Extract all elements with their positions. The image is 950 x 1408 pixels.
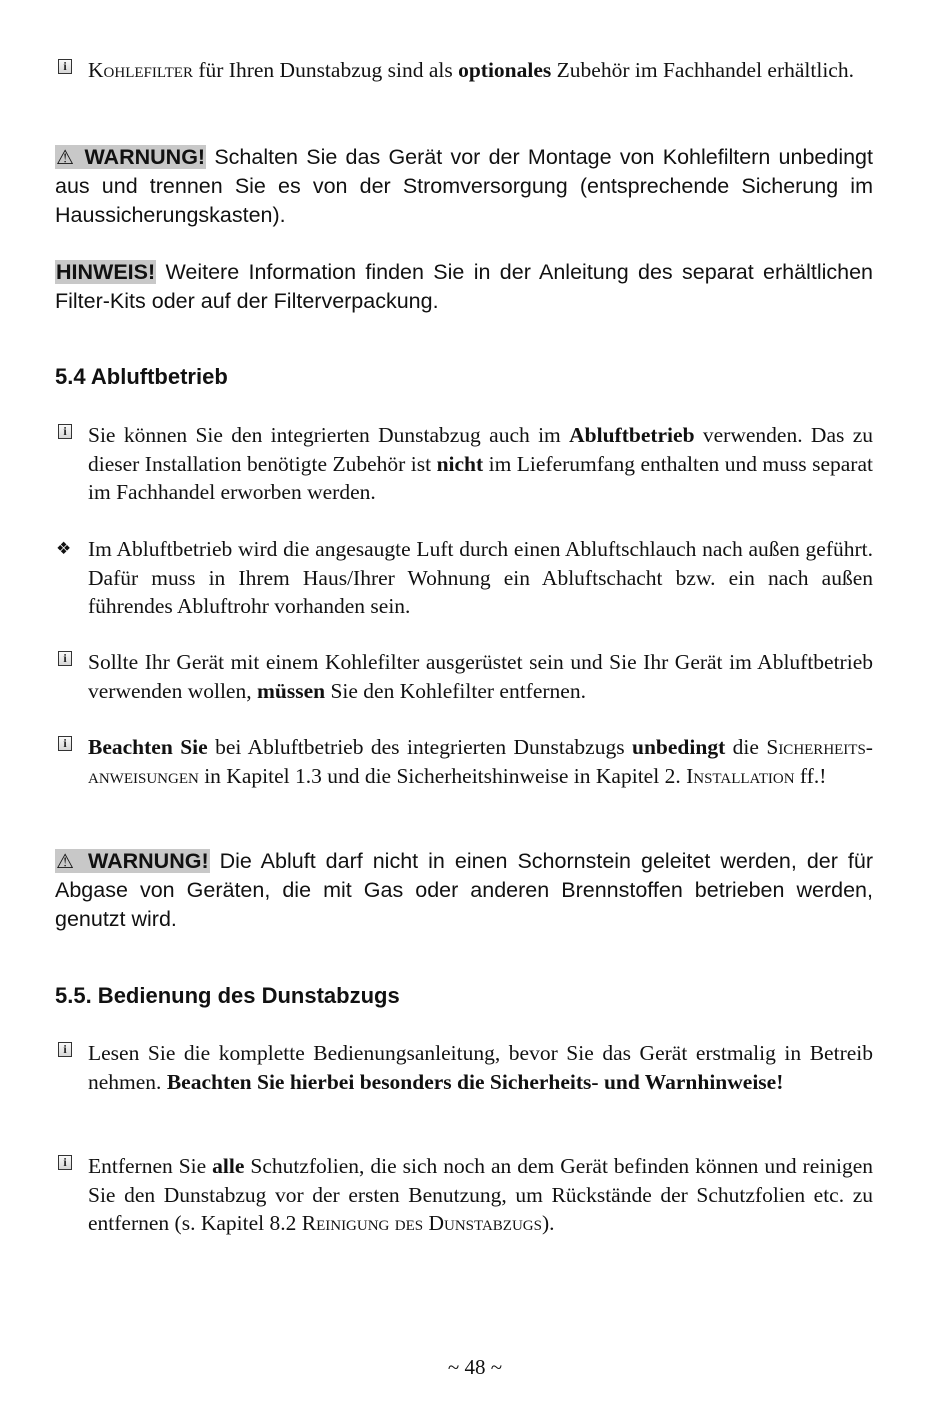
bold-term: Beachten Sie — [88, 735, 208, 759]
small-caps-term: Reinigung des Dunstabzugs — [301, 1211, 542, 1235]
text-run: Sie können Sie den integrierten Dunstabzug auch im — [88, 423, 570, 447]
text-run: im Lieferumfang enthalten und muss separat im Fachhandel erworben werden. — [88, 451, 873, 504]
warning-label — [55, 849, 210, 873]
info-paragraph-schutzfolien — [55, 1152, 873, 1238]
warning-text: Die Abluft darf nicht in einen Schornstein geleitet werden, der für Abgase von Geräten, die mit Gas oder anderen Brennstoffen betrieben werden, genutzt wird. — [55, 849, 873, 931]
warning-text: Schalten Sie das Gerät vor der Montage von Kohlefiltern unbedingt aus und trennen Sie es von der Stromversorgung (entsprechende Sicherung im Haussicherungskasten). — [55, 145, 873, 227]
info-paragraph-bedienungsanleitung — [55, 1039, 873, 1096]
bold-term: unbedingt — [632, 735, 726, 759]
info-paragraph-kohlefilter — [55, 56, 873, 85]
text-run: Lesen Sie die komplette Bedienungsanleitung, bevor Sie das Gerät erstmalig in Betreib nehmen. — [88, 1041, 873, 1094]
paragraph-text — [88, 56, 873, 85]
small-caps-term: Kohlefilter — [88, 58, 193, 82]
text-run: Entfernen Sie — [88, 1154, 213, 1178]
warning-icon: ⚠ — [56, 849, 78, 873]
warning-block-schornstein — [55, 847, 873, 934]
info-icon: i — [58, 736, 72, 751]
bold-term: nicht — [436, 451, 484, 476]
paragraph-text — [88, 733, 873, 790]
info-icon: i — [58, 424, 72, 439]
text-run: in Kapitel 1.3 und die Sicherheitshinweise in Kapitel 2. — [198, 763, 687, 788]
section-heading-abluftbetrieb: 5.4 Abluftbetrieb — [55, 364, 228, 389]
text-run: bei Abluftbetrieb des integrierten Dunstabzugs — [207, 735, 633, 759]
bold-term: müssen — [256, 678, 326, 703]
hinweis-text: Weitere Information finden Sie in der Anleitung des separat erhältlichen Filter-Kits oder auf der Filterverpackung. — [55, 260, 873, 313]
text-run: für Ihren Dunstabzug sind als — [192, 58, 459, 82]
text-run: verwenden. Das zu dieser Installation benötigte Zubehör ist — [88, 423, 874, 476]
paragraph-text — [88, 421, 873, 507]
diamond-bullet-icon: ❖ — [56, 539, 72, 559]
bold-term: Beachten Sie hierbei besonders die Sicherheits- und Warnhinweise! — [166, 1069, 784, 1094]
text-run: Schutzfolien, die sich noch an dem Gerät befinden können und reinigen Sie den Dunstabzug vor der ersten Benutzung, um Rückstände der Schutzfolien etc. zu entfernen (s. Kapitel 8.2 — [88, 1154, 873, 1235]
paragraph-text — [88, 1152, 873, 1238]
small-caps-term: Sicherheits-anweisungen — [88, 735, 873, 788]
info-icon: i — [58, 651, 72, 666]
info-paragraph-sicherheit — [55, 733, 873, 790]
bullet-paragraph-abluftschlauch — [55, 535, 873, 621]
text-run: Zubehör im Fachhandel erhältlich. — [551, 58, 854, 82]
info-icon: i — [58, 1155, 72, 1170]
info-paragraph-kohlefilter-entfernen — [55, 648, 873, 705]
small-caps-term: Installation — [686, 763, 795, 788]
info-paragraph-abluftbetrieb — [55, 421, 873, 507]
info-icon: i — [58, 1042, 72, 1057]
warning-label-text: WARNUNG! — [87, 849, 209, 873]
bold-term: alle — [212, 1154, 245, 1178]
bold-term: optionales — [458, 58, 552, 82]
text-run: ff.! — [794, 763, 827, 788]
warning-block-montage — [55, 143, 873, 230]
paragraph-text: Im Abluftbetrieb wird die angesaugte Luft durch einen Abluftschlauch nach außen geführt. Dafür muss in Ihrem Haus/Ihrer Wohnung ein Abluftschacht bzw. ein nach außen führendes Abluftrohr vorhanden sein. — [88, 537, 873, 618]
info-icon: i — [58, 59, 72, 74]
paragraph-text — [88, 1039, 873, 1096]
section-heading-bedienung: 5.5. Bedienung des Dunstabzugs — [55, 983, 400, 1008]
paragraph-text — [88, 648, 873, 705]
hinweis-block-filterkit — [55, 258, 873, 316]
warning-label-text: WARNUNG! — [84, 145, 206, 169]
text-run: Sollte Ihr Gerät mit einem Kohlefilter ausgerüstet sein und Sie Ihr Gerät im Abluftbetrieb verwenden wollen, — [88, 650, 873, 703]
warning-icon: ⚠ — [56, 145, 77, 169]
hinweis-label: HINWEIS! — [56, 260, 156, 284]
text-run: Sie den Kohlefilter entfernen. — [325, 678, 586, 703]
bold-term: Abluftbetrieb — [569, 423, 695, 447]
text-run: ). — [541, 1211, 555, 1235]
warning-label — [55, 145, 206, 169]
page-number: ~ 48 ~ — [447, 1355, 503, 1379]
text-run: die — [725, 735, 767, 759]
